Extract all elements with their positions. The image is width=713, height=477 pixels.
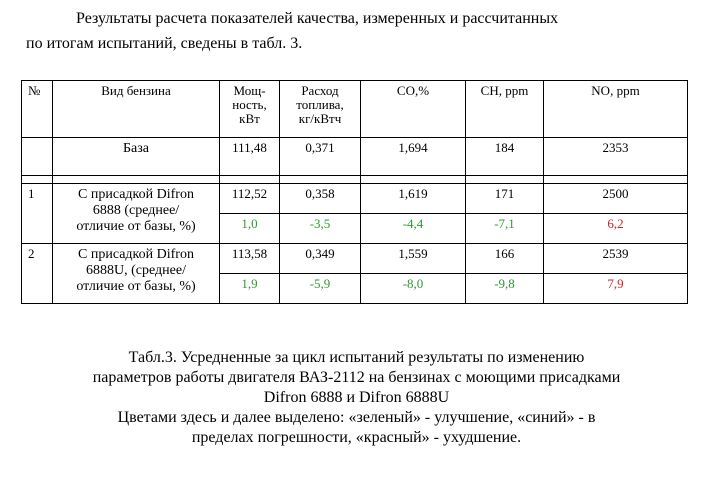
row-2-ch-diff: -9,8 [466,274,544,304]
row-2-co: 1,559 [361,244,466,274]
base-fuel: 0,371 [280,138,361,176]
header-number: № [22,81,53,138]
row-1-no: 2500 [544,184,688,214]
row-2-no: 2539 [544,244,688,274]
row-1-number: 1 [22,184,53,244]
table-row-2-values [22,244,688,274]
base-ch: 184 [466,138,544,176]
row-1-fuel-diff: -3,5 [280,214,361,244]
base-co: 1,694 [361,138,466,176]
row-1-ch-diff: -7,1 [466,214,544,244]
row-1-no-diff: 6,2 [544,214,688,244]
caption-line-4: Цветами здесь и далее выделено: «зеленый» - улучшение, «синий» - в [117,409,596,426]
row-1-power: 112,52 [220,184,280,214]
table-caption [0,348,713,448]
row-2-no-diff: 7,9 [544,274,688,304]
intro-line-2: по итогам испытаний, сведены в табл. 3. [26,35,303,52]
row-2-fuel-diff: -5,9 [280,274,361,304]
intro-paragraph [26,6,686,56]
table-row-base [22,138,688,176]
row-2-name: С присадкой Difron 6888U, (среднее/ отличие от базы, %) [53,244,220,304]
row-1-name: С присадкой Difron 6888 (среднее/ отличие от базы, %) [53,184,220,244]
table-spacer-row [22,176,688,184]
header-fuel-type: Вид бензина [53,81,220,138]
header-power: Мощ- ность, кВт [220,81,280,138]
base-no: 2353 [544,138,688,176]
row-1-ch: 171 [466,184,544,214]
header-fuel-consumption: Расход топлива, кг/кВтч [280,81,361,138]
caption-line-3: Difron 6888 и Difron 6888U [263,389,450,406]
row-2-number: 2 [22,244,53,304]
caption-line-2: параметров работы двигателя ВАЗ-2112 на бензинах с моющими присадками [92,369,621,386]
intro-line-1: Результаты расчета показателей качества, измеренных и рассчитанных [76,10,559,27]
row-1-co: 1,619 [361,184,466,214]
base-power: 111,48 [220,138,280,176]
row-1-power-diff: 1,0 [220,214,280,244]
row-2-power: 113,58 [220,244,280,274]
row-2-ch: 166 [466,244,544,274]
row-1-fuel: 0,358 [280,184,361,214]
header-co: CO,% [361,81,466,138]
caption-line-1: Табл.3. Усредненные за цикл испытаний результаты по изменению [128,349,585,366]
results-table [21,80,688,304]
caption-line-5: пределах погрешности, «красный» - ухудшение. [191,429,522,446]
base-name: База [53,138,220,176]
table-row-1-values [22,184,688,214]
table-header-row [22,81,688,138]
row-2-fuel: 0,349 [280,244,361,274]
base-number [22,138,53,176]
row-2-co-diff: -8,0 [361,274,466,304]
header-no: NO, ppm [544,81,688,138]
header-ch: CH, ppm [466,81,544,138]
row-1-co-diff: -4,4 [361,214,466,244]
row-2-power-diff: 1,9 [220,274,280,304]
